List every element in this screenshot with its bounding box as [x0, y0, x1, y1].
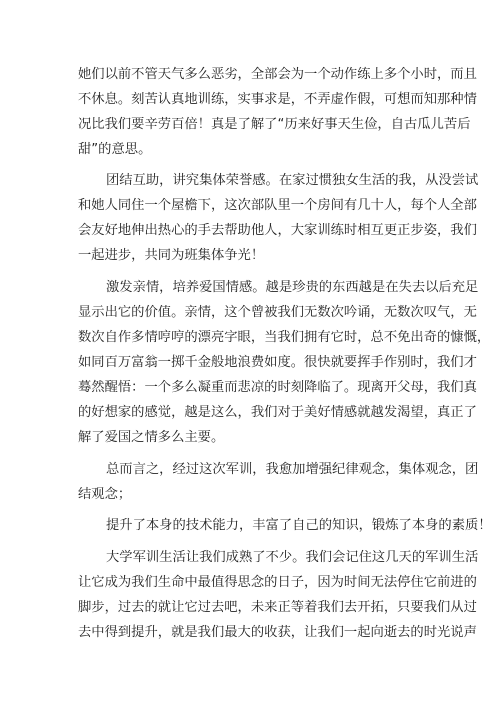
- text-line: 和她人同住一个屋檐下，这次部队里一个房间有几十人，每个人全部: [78, 198, 477, 213]
- text-line: 解了爱国之情多么主要。: [78, 430, 225, 445]
- paragraph-first-line: 激发亲情，培养爱国情感。越是珍贵的东西越是在失去以后充足: [106, 280, 479, 295]
- text-line: 不休息。刻苦认真地训练，实事求是，不弄虚作假，可想而知那种情: [78, 92, 477, 107]
- text-line: 的好想家的感觉，越是这么，我们对于美好情感就越发渴望，真正了: [78, 405, 477, 420]
- text-line: 她们以前不管天气多么恶劣，全部会为一个动作练上多个小时，而且: [78, 67, 477, 82]
- text-line: 如同百万富翁一掷千金般地浪费如度。很快就要挥手作别时，我们才: [78, 355, 477, 370]
- text-line: 一起进步，共同为班集体争光！: [78, 248, 265, 263]
- text-line: 会友好地伸出热心的手去帮助他人，大家训练时相互更正步姿，我们: [78, 223, 477, 238]
- paragraph-first-line: 大学军训生活让我们成熟了不少。我们会记住这几天的军训生活: [106, 550, 479, 565]
- paragraph-first-line: 提升了本身的技术能力，丰富了自己的知识，锻炼了本身的素质！: [106, 518, 492, 533]
- text-line: 蓦然醒悟：一个多么凝重而悲凉的时刻降临了。现离开父母，我们真: [78, 380, 477, 395]
- text-line: 显示出它的价值。亲情，这个曾被我们无数次吟诵，无数次叹气，无: [78, 305, 477, 320]
- text-line: 脚步，过去的就让它过去吧，未来正等着我们去开拓，只要我们从过: [78, 600, 477, 615]
- text-line: 让它成为我们生命中最值得思念的日子，因为时间无法停住它前进的: [78, 575, 477, 590]
- text-line: 结观念；: [78, 487, 132, 502]
- text-line: 去中得到提升，就是我们最大的收获，让我们一起向逝去的时光说声: [78, 625, 477, 640]
- paragraph-first-line: 总而言之，经过这次军训，我愈加增强纪律观念，集体观念，团: [106, 462, 479, 477]
- text-line: 数次自作多情哼哼的漂亮字眼，当我们拥有它时，总不免出奇的慷慨，: [78, 330, 491, 345]
- text-line: 况比我们要辛劳百倍！真是了解了“历来好事天生俭，自古瓜儿苦后: [78, 117, 471, 132]
- paragraph-first-line: 团结互助，讲究集体荣誉感。在家过惯独女生活的我，从没尝试: [106, 173, 479, 188]
- text-line: 甜”的意思。: [78, 142, 152, 157]
